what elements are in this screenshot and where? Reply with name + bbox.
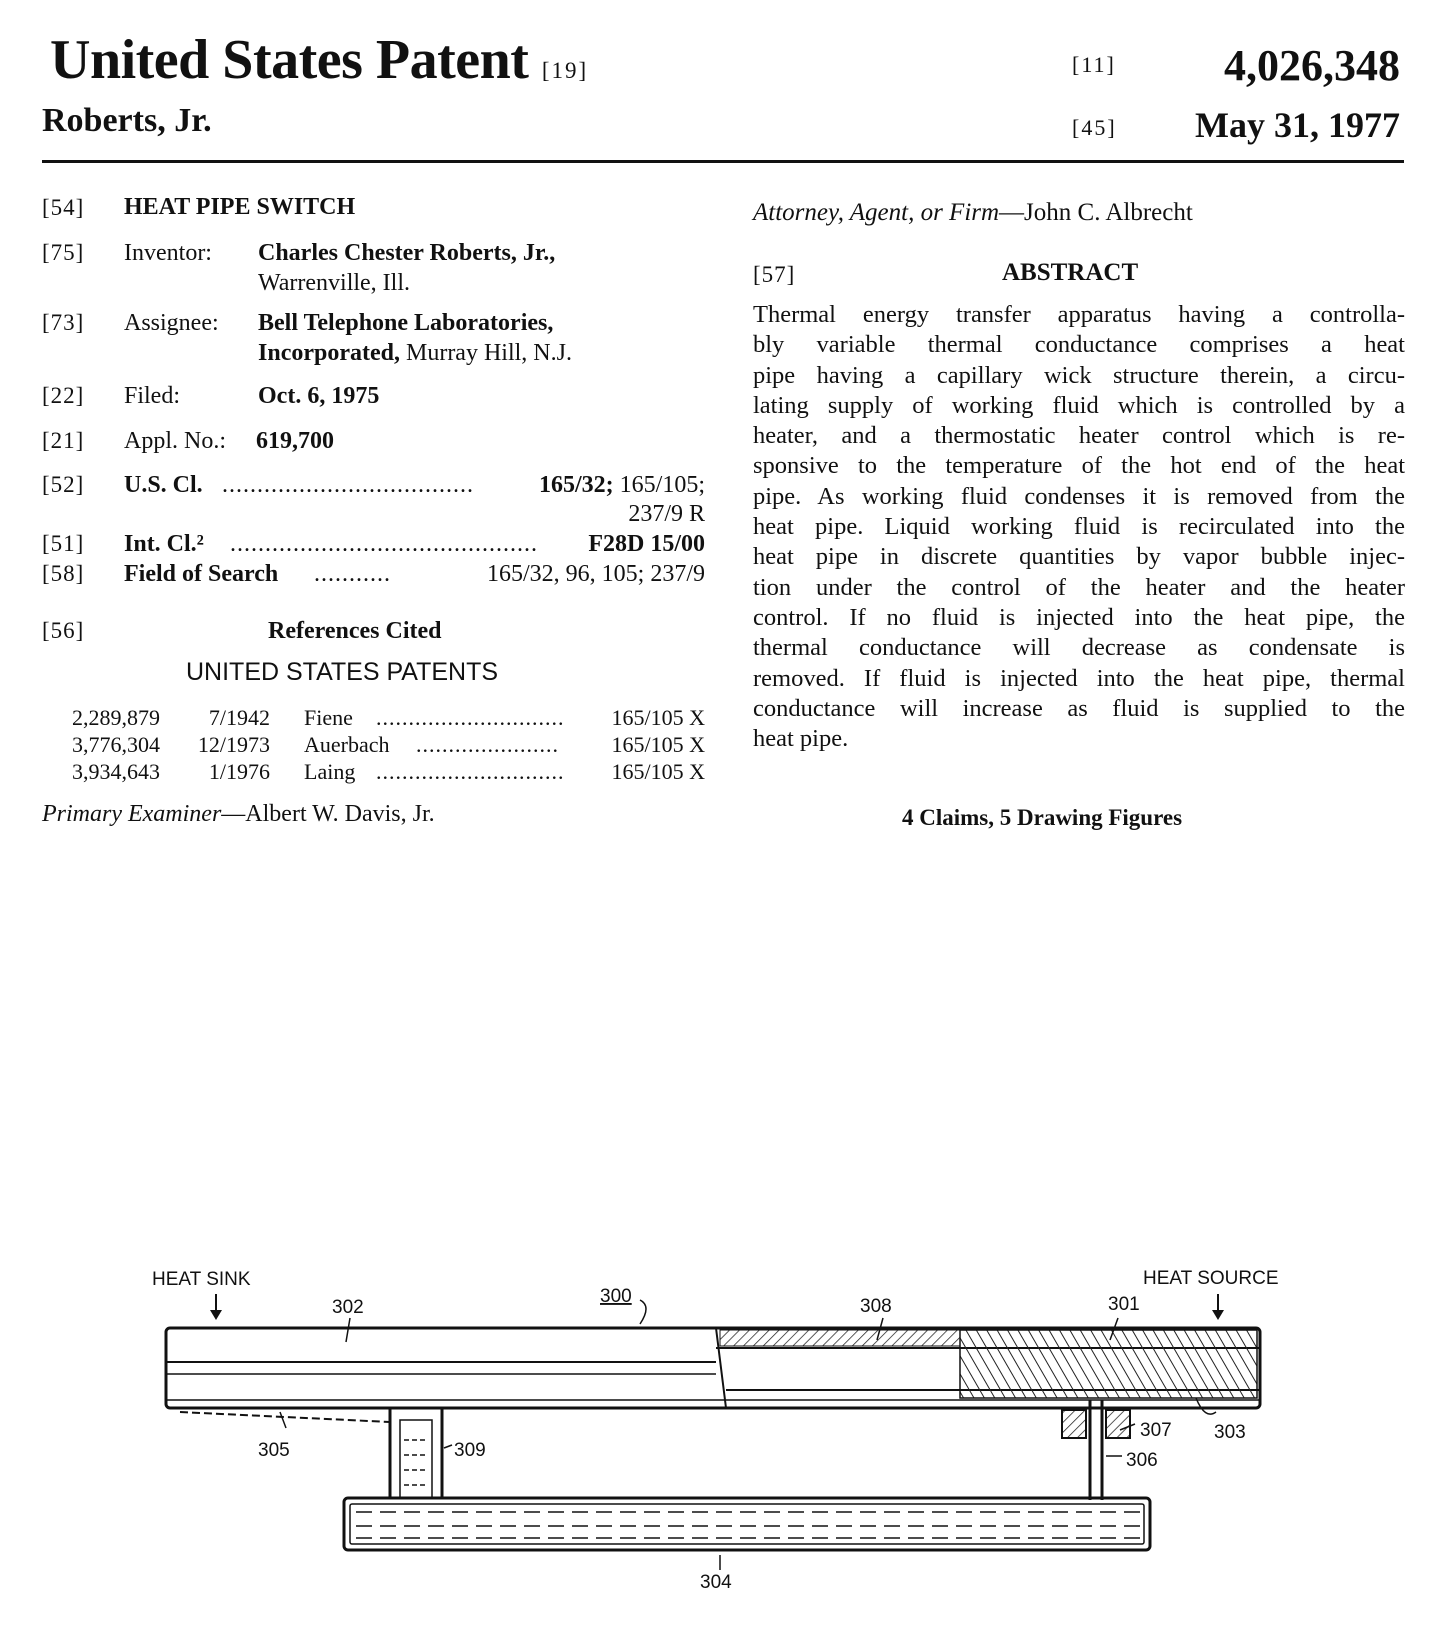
abstract-line: pipe. As working fluid condenses it is removed from the xyxy=(753,482,1405,510)
abstract-line: heat pipe in discrete quantities by vapor bubble injec- xyxy=(753,543,1405,571)
assignee-name: Bell Telephone Laboratories, xyxy=(258,310,554,336)
heat-sink-label: HEAT SINK xyxy=(152,1269,251,1290)
label-307: 307 xyxy=(1140,1420,1172,1441)
injection-tube-309 xyxy=(390,1408,442,1498)
heat-source-arrow-icon xyxy=(1212,1294,1224,1320)
patent-title: United States Patent [19] xyxy=(50,29,589,91)
claims-line: 4 Claims, 5 Drawing Figures xyxy=(902,805,1183,830)
appl-number: 619,700 xyxy=(256,428,334,454)
number-code: [11] xyxy=(1072,52,1116,77)
intcl-field-code: [51] xyxy=(42,531,85,556)
uscl-value: 165/32; 165/105; xyxy=(538,472,705,498)
reference-number: 3,776,304 xyxy=(72,732,160,757)
inventor-city: Warrenville, Ill. xyxy=(258,270,411,296)
heat-source-label: HEAT SOURCE xyxy=(1143,1268,1279,1289)
intcl-label: Int. Cl.² xyxy=(124,531,204,557)
abstract-line: heat pipe. xyxy=(753,725,849,753)
appl-field-code: [21] xyxy=(42,428,85,453)
reference-leader: ............................. xyxy=(376,705,565,730)
label-303: 303 xyxy=(1214,1422,1246,1443)
abstract-line: conductance will increase as fluid is supplied to the xyxy=(753,694,1405,722)
refs-title: References Cited xyxy=(268,618,442,644)
attorney: Attorney, Agent, or Firm—John C. Albrecht xyxy=(753,199,1193,226)
abstract-line: heater, and a thermostatic heater control which is re- xyxy=(753,422,1405,450)
label-309: 309 xyxy=(454,1440,486,1461)
reference-leader: ...................... xyxy=(416,732,559,757)
abstract-line: tion under the control of the heater and the heater xyxy=(753,573,1405,601)
reservoir-304 xyxy=(344,1498,1150,1550)
patent-number: 4,026,348 xyxy=(1224,41,1400,90)
abstract-line: bly variable thermal conductance comprises a heat xyxy=(753,331,1405,359)
refs-subtitle: UNITED STATES PATENTS xyxy=(186,658,499,686)
refs-field-code: [56] xyxy=(42,618,85,643)
assignee-location: Incorporated, Murray Hill, N.J. xyxy=(258,340,572,366)
abstract-line: removed. If fluid is injected into the heat pipe, thermal xyxy=(753,664,1405,692)
title-code: [19] xyxy=(541,58,589,83)
abstract-line: sponsive to the temperature of the hot end of the heat xyxy=(753,452,1405,480)
abstract-code: [57] xyxy=(753,262,796,287)
assignee-label: Assignee: xyxy=(124,310,219,336)
reference-date: 7/1942 xyxy=(208,705,270,730)
label-300: 300 xyxy=(600,1286,632,1307)
abstract-line: control. If no fluid is injected into the heat pipe, the xyxy=(753,603,1405,631)
label-302: 302 xyxy=(332,1297,364,1318)
inventor-field-code: [75] xyxy=(42,240,85,265)
return-tube-306 xyxy=(1090,1400,1102,1500)
reference-name: Fiene xyxy=(304,705,353,730)
reference-number: 3,934,643 xyxy=(72,759,160,784)
reference-date: 1/1976 xyxy=(208,759,270,784)
label-306: 306 xyxy=(1126,1450,1158,1471)
primary-examiner: Primary Examiner—Albert W. Davis, Jr. xyxy=(42,801,435,827)
reference-class: 165/105 X xyxy=(611,732,705,757)
reference-name: Auerbach xyxy=(304,732,390,757)
inventor-surname: Roberts, Jr. xyxy=(42,102,212,139)
filed-label: Filed: xyxy=(124,383,181,409)
heater-307 xyxy=(1062,1410,1130,1438)
intcl-leader: ............................................ xyxy=(230,531,538,557)
search-value: 165/32, 96, 105; 237/9 xyxy=(486,561,705,587)
date-code: [45] xyxy=(1072,115,1117,140)
appl-label: Appl. No.: xyxy=(124,428,226,454)
reference-class: 165/105 X xyxy=(611,759,705,784)
reference-leader: ............................. xyxy=(376,759,565,784)
heat-sink-arrow-icon xyxy=(210,1294,222,1320)
label-301: 301 xyxy=(1108,1294,1140,1315)
inventor-label: Inventor: xyxy=(124,240,212,266)
search-label: Field of Search xyxy=(124,561,279,587)
invention-title: HEAT PIPE SWITCH xyxy=(124,194,356,220)
abstract-line: thermal conductance will decrease as condensate is xyxy=(753,634,1405,662)
abstract-line: lating supply of working fluid which is controlled by a xyxy=(753,391,1405,419)
intcl-value: F28D 15/00 xyxy=(588,531,705,557)
label-304: 304 xyxy=(700,1572,732,1593)
reference-class: 165/105 X xyxy=(611,705,705,730)
reference-date: 12/1973 xyxy=(197,732,270,757)
reference-number: 2,289,879 xyxy=(72,705,160,730)
drain-305 xyxy=(180,1412,390,1422)
uscl-field-code: [52] xyxy=(42,472,85,497)
search-leader: ........... xyxy=(314,561,391,587)
uscl-label: U.S. Cl. xyxy=(124,472,203,498)
label-308: 308 xyxy=(860,1296,892,1317)
title-field-code: [54] xyxy=(42,195,85,220)
assignee-field-code: [73] xyxy=(42,310,85,335)
reference-name: Laing xyxy=(304,759,356,784)
abstract-line: Thermal energy transfer apparatus having a controlla- xyxy=(753,301,1405,328)
filed-date: Oct. 6, 1975 xyxy=(258,383,380,409)
uscl-value-line2: 237/9 R xyxy=(628,501,705,527)
abstract-line: pipe having a capillary wick structure therein, a circu- xyxy=(753,361,1405,389)
abstract-heading: ABSTRACT xyxy=(1002,259,1139,286)
heat-pipe xyxy=(166,1328,1260,1408)
label-305: 305 xyxy=(258,1440,290,1461)
filed-field-code: [22] xyxy=(42,383,85,408)
uscl-leader: .................................... xyxy=(222,472,474,498)
search-field-code: [58] xyxy=(42,561,85,586)
patent-date: May 31, 1977 xyxy=(1195,105,1400,145)
inventor-name: Charles Chester Roberts, Jr., xyxy=(258,240,556,266)
abstract-line: heat pipe. Liquid working fluid is recirculated into the xyxy=(753,513,1405,541)
